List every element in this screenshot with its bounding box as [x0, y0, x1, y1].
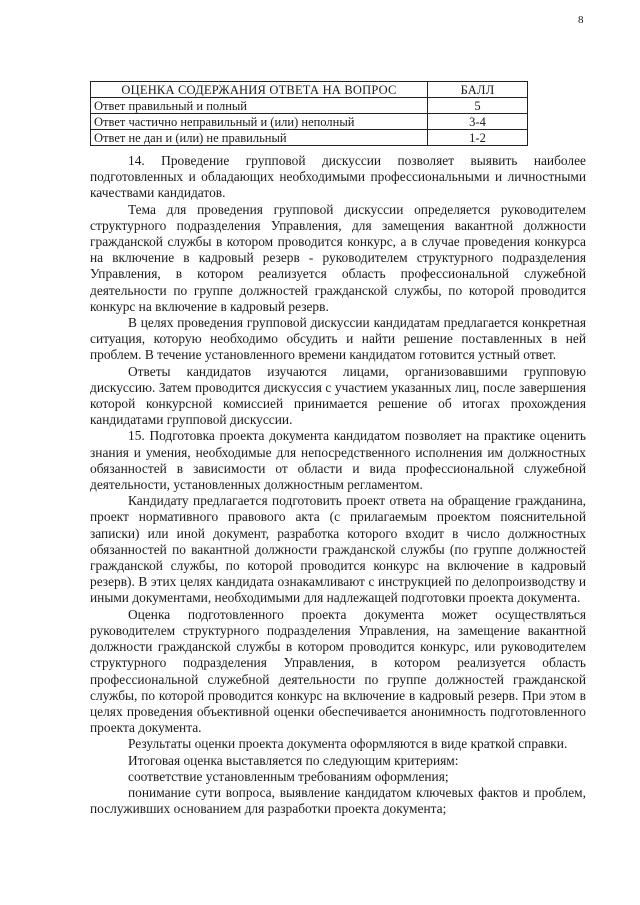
page-number: 8: [578, 14, 584, 26]
document-body: [90, 153, 586, 817]
paragraph: 14. Проведение групповой дискуссии позволяет выявить наиболее подготовленных и обладающих необходимыми профессиональными и личностными качествами кандидатов.: [90, 153, 586, 201]
paragraph: понимание сути вопроса, выявление кандидатом ключевых фактов и проблем, послуживших основанием для разработки проекта документа;: [90, 784, 586, 817]
table-header-row: [91, 82, 528, 98]
table-row: [91, 130, 528, 146]
paragraph: 15. Подготовка проекта документа кандидатом позволяет на практике оценить знания и умения, необходимые для непосредственного исполнения им должностных обязанностей в зависимости от области и вида профессиональной служебной деятельности, установленных должностным регламентом.: [90, 428, 586, 493]
table-cell-label: Ответ правильный и полный: [91, 98, 428, 114]
table-cell-score: 1-2: [428, 130, 528, 146]
paragraph: Тема для проведения групповой дискуссии определяется руководителем структурного подразделения Управления, для замещения вакантной должности гражданской службы в котором проводится конкурс, а в случае проведения конкурса на включение в кадровый резерв - руководителем структурного подразделения Управления, в котором реализуется область профессиональной служебной деятельности по группе должностей гражданской службы, по которой проводится конкурс на включение в кадровый резерв.: [90, 201, 586, 314]
paragraph: В целях проведения групповой дискуссии кандидатам предлагается конкретная ситуация, которую необходимо обсудить и найти решение поставленных в ней проблем. В течение установленного времени кандидатом готовится устный ответ.: [90, 315, 586, 363]
table-cell-score: 5: [428, 98, 528, 114]
paragraph: Результаты оценки проекта документа оформляются в виде краткой справки.: [128, 736, 568, 752]
paragraph: Ответы кандидатов изучаются лицами, организовавшими групповую дискуссию. Затем проводится дискуссия с участием указанных лиц, после завершения которой конкурсной комиссией принимается решение об итогах прохождения кандидатами групповой дискуссии.: [90, 363, 586, 428]
paragraph: Оценка подготовленного проекта документа может осуществляться руководителем структурного подразделения Управления, на замещение вакантной должности гражданской службы в котором проводится конкурс, или руководителем структурного подразделения Управления, в котором реализуется область профессиональной служебной деятельности по группе должностей гражданской службы, по которой проводится конкурс на включение в кадровый резерв. При этом в целях проведения объективной оценки обеспечивается анонимность подготовленного проекта документа.: [90, 606, 586, 736]
table-row: [91, 98, 528, 114]
table-cell-score: 3-4: [428, 114, 528, 130]
paragraph: Кандидату предлагается подготовить проект ответа на обращение гражданина, проект нормативного правового акта (с прилагаемым проектом пояснительной записки) или иной документ, разработка которого входит в число должностных обязанностей по вакантной должности гражданской службы (по группе должностей гражданской службы, по которой проводится конкурс на включение в кадровый резерв). В этих целях кандидата ознакамливают с инструкцией по делопроизводству и иными документами, необходимыми для надлежащей подготовки проекта документа.: [90, 493, 586, 606]
paragraph: соответствие установленным требованиям оформления;: [128, 768, 449, 784]
score-table: [90, 81, 528, 146]
table-cell-label: Ответ не дан и (или) не правильный: [91, 130, 428, 146]
table-row: [91, 114, 528, 130]
table-cell-label: Ответ частично неправильный и (или) неполный: [91, 114, 428, 130]
table-header-score: БАЛЛ: [428, 82, 528, 98]
paragraph: Итоговая оценка выставляется по следующим критериям:: [128, 752, 459, 768]
table-header-criteria: ОЦЕНКА СОДЕРЖАНИЯ ОТВЕТА НА ВОПРОС: [91, 82, 428, 98]
